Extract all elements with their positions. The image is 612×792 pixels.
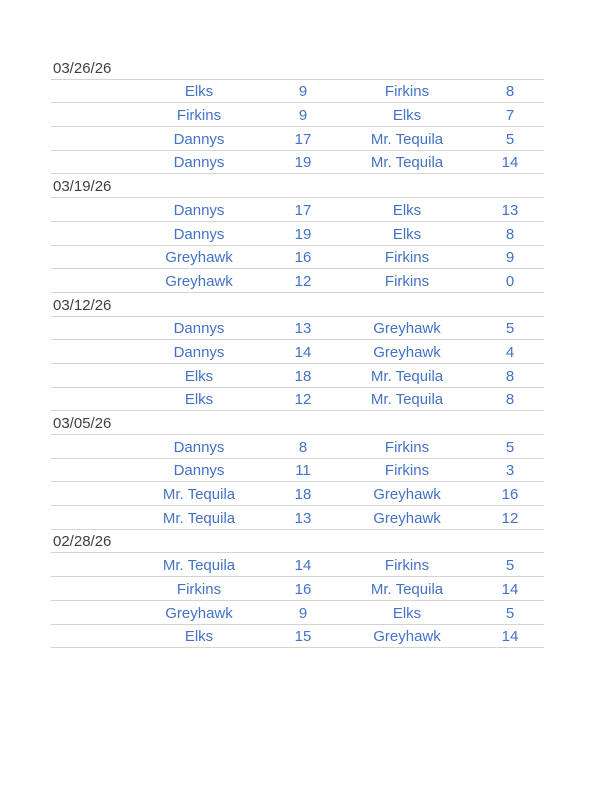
home-score: 9 [298, 107, 308, 125]
away-score: 8 [505, 367, 515, 385]
away-team: Mr. Tequila [370, 154, 444, 172]
date-row [51, 530, 544, 554]
home-score: 9 [298, 604, 308, 622]
away-team: Greyhawk [373, 320, 441, 338]
home-team: Elks [184, 391, 214, 409]
home-score: 18 [294, 486, 312, 504]
week-date: 03/26/26 [53, 59, 112, 77]
home-team: Dannys [173, 130, 225, 148]
away-team: Greyhawk [373, 509, 441, 527]
home-score: 12 [294, 272, 312, 290]
game-row [51, 506, 544, 530]
away-score: 5 [505, 130, 515, 148]
away-score: 8 [505, 83, 515, 101]
home-team: Elks [184, 367, 214, 385]
game-row [51, 577, 544, 601]
away-team: Greyhawk [373, 628, 441, 646]
week-date: 03/12/26 [53, 296, 112, 314]
game-row [51, 80, 544, 104]
game-row [51, 459, 544, 483]
away-score: 7 [505, 107, 515, 125]
away-score: 3 [505, 462, 515, 480]
away-team: Firkins [384, 557, 430, 575]
away-team: Mr. Tequila [370, 580, 444, 598]
game-row [51, 435, 544, 459]
away-team: Firkins [384, 438, 430, 456]
home-score: 13 [294, 320, 312, 338]
home-team: Mr. Tequila [162, 509, 236, 527]
date-row [51, 174, 544, 198]
home-score: 16 [294, 249, 312, 267]
game-row [51, 127, 544, 151]
game-row [51, 601, 544, 625]
home-team: Dannys [173, 343, 225, 361]
home-score: 12 [294, 391, 312, 409]
away-score: 5 [505, 438, 515, 456]
away-score: 13 [501, 201, 519, 219]
away-team: Mr. Tequila [370, 367, 444, 385]
home-score: 13 [294, 509, 312, 527]
game-row [51, 198, 544, 222]
away-score: 12 [501, 509, 519, 527]
away-team: Mr. Tequila [370, 130, 444, 148]
game-row [51, 364, 544, 388]
away-team: Elks [392, 604, 422, 622]
home-team: Mr. Tequila [162, 557, 236, 575]
home-team: Greyhawk [165, 604, 233, 622]
home-team: Dannys [173, 438, 225, 456]
away-score: 0 [505, 272, 515, 290]
home-score: 19 [294, 225, 312, 243]
game-row [51, 553, 544, 577]
home-score: 9 [298, 83, 308, 101]
home-score: 19 [294, 154, 312, 172]
away-team: Elks [392, 107, 422, 125]
home-score: 16 [294, 580, 312, 598]
date-row [51, 293, 544, 317]
home-score: 8 [298, 438, 308, 456]
game-row [51, 340, 544, 364]
away-score: 8 [505, 225, 515, 243]
home-team: Mr. Tequila [162, 486, 236, 504]
game-row [51, 388, 544, 412]
home-team: Dannys [173, 201, 225, 219]
game-row [51, 222, 544, 246]
home-team: Dannys [173, 320, 225, 338]
week-date: 03/05/26 [53, 415, 112, 432]
away-score: 9 [505, 249, 515, 267]
game-row [51, 246, 544, 270]
away-score: 16 [501, 486, 519, 504]
date-row [51, 56, 544, 80]
away-team: Firkins [384, 249, 430, 267]
home-score: 15 [294, 628, 312, 646]
game-row [51, 269, 544, 293]
away-score: 14 [501, 628, 519, 646]
home-score: 17 [294, 130, 312, 148]
away-score: 8 [505, 391, 515, 409]
home-score: 18 [294, 367, 312, 385]
away-score: 5 [505, 320, 515, 338]
away-score: 14 [501, 580, 519, 598]
home-team: Dannys [173, 462, 225, 480]
home-team: Firkins [176, 580, 222, 598]
home-team: Elks [184, 83, 214, 101]
away-score: 14 [501, 154, 519, 172]
home-score: 11 [295, 462, 311, 480]
away-score: 4 [505, 343, 515, 361]
away-score: 5 [505, 604, 515, 622]
home-team: Greyhawk [165, 272, 233, 290]
home-score: 14 [294, 557, 312, 575]
away-team: Greyhawk [373, 486, 441, 504]
home-team: Dannys [173, 225, 225, 243]
home-team: Greyhawk [165, 249, 233, 267]
week-date: 02/28/26 [53, 533, 112, 551]
schedule-sheet [51, 56, 544, 648]
home-score: 14 [294, 343, 312, 361]
away-team: Mr. Tequila [370, 391, 444, 409]
game-row [51, 625, 544, 649]
away-team: Firkins [384, 272, 430, 290]
away-team: Firkins [384, 83, 430, 101]
home-score: 17 [294, 201, 312, 219]
game-row [51, 103, 544, 127]
date-row [51, 411, 544, 435]
game-row [51, 151, 544, 175]
away-team: Elks [392, 225, 422, 243]
home-team: Dannys [173, 154, 225, 172]
away-team: Greyhawk [373, 343, 441, 361]
week-date: 03/19/26 [53, 178, 112, 196]
away-score: 5 [505, 557, 515, 575]
away-team: Firkins [384, 462, 430, 480]
home-team: Firkins [176, 107, 222, 125]
away-team: Elks [392, 201, 422, 219]
home-team: Elks [184, 628, 214, 646]
game-row [51, 317, 544, 341]
game-row [51, 482, 544, 506]
